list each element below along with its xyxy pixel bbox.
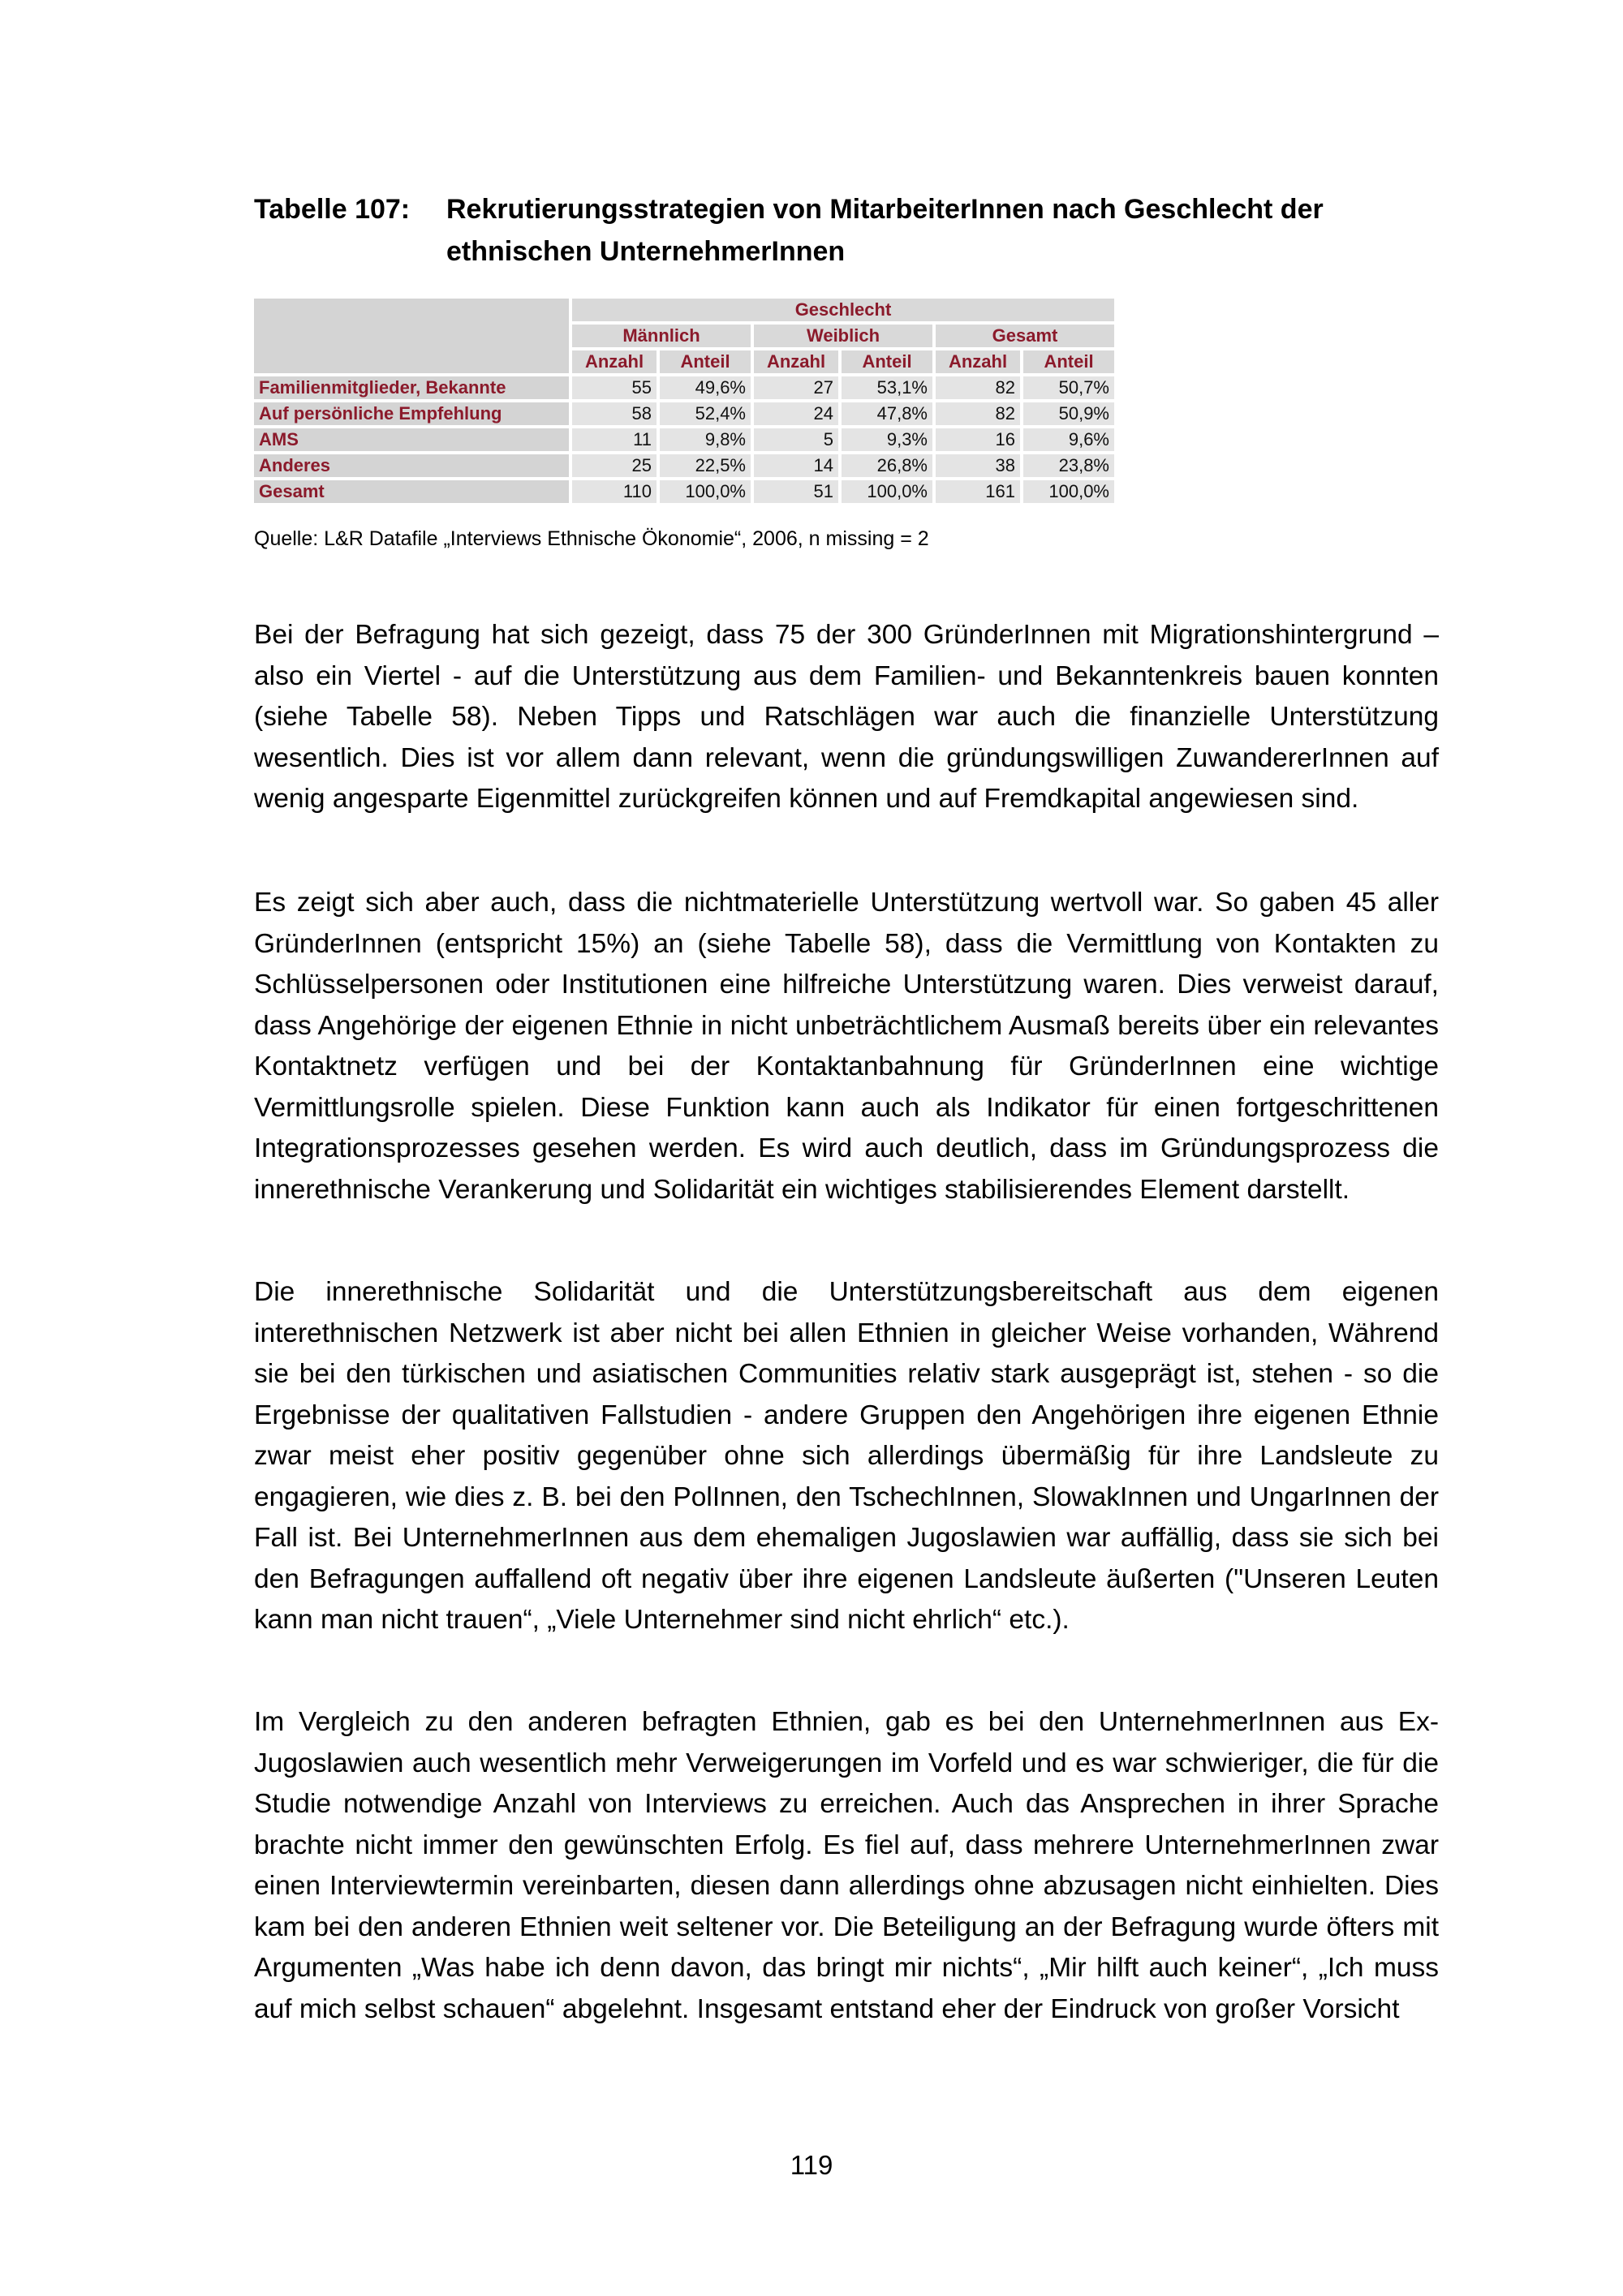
cell-value: 5 bbox=[754, 428, 838, 451]
cell-value: 47,8% bbox=[842, 402, 932, 425]
cell-value: 11 bbox=[572, 428, 657, 451]
cell-value: 82 bbox=[936, 376, 1020, 399]
cell-value: 14 bbox=[754, 454, 838, 477]
cell-value: 9,8% bbox=[660, 428, 751, 451]
cell-value: 25 bbox=[572, 454, 657, 477]
cell-value: 50,9% bbox=[1023, 402, 1114, 425]
body-paragraph: Die innerethnische Solidarität und die Unterstützungsbereitschaft aus dem eigenen interethnischen Netzwerk ist aber nicht bei allen Ethnien in gleicher Weise vorhanden, Während sie bei den türkischen und asiatischen Communities relativ stark ausgeprägt ist, stehen - so die Ergebnisse der qualitativen Fallstudien - andere Gruppen den Angehörigen ihre eigenen Ethnie zwar meist eher positiv gegenüber ohne sich allerdings übermäßig für ihre Landsleute zu engagieren, wie dies z. B. bei den PolInnen, den TschechInnen, SlowakInnen und UngarInnen der Fall ist. Bei UnternehmerInnen aus dem ehemaligen Jugoslawien war auffällig, dass sie sich bei den Befragungen auffallend oft negativ über ihre eigenen Landsleute äußerten ("Unseren Leuten kann man nicht trauen“, „Viele Unternehmer sind nicht ehrlich“ etc.). bbox=[254, 1277, 1439, 1635]
cell-value: 50,7% bbox=[1023, 376, 1114, 399]
cell-value: 100,0% bbox=[1023, 480, 1114, 503]
cell-value: 161 bbox=[936, 480, 1020, 503]
cell-value: 27 bbox=[754, 376, 838, 399]
cell-value: 9,3% bbox=[842, 428, 932, 451]
row-label: Anderes bbox=[254, 454, 569, 477]
row-label: Auf persönliche Empfehlung bbox=[254, 402, 569, 425]
column-header-gesamt: Gesamt bbox=[936, 325, 1114, 347]
column-header-maennlich: Männlich bbox=[572, 325, 751, 347]
row-label: Familienmitglieder, Bekannte bbox=[254, 376, 569, 399]
column-header-anzahl: Anzahl bbox=[754, 350, 838, 373]
table-caption bbox=[254, 188, 1439, 273]
column-header-anzahl: Anzahl bbox=[572, 350, 657, 373]
cell-value: 16 bbox=[936, 428, 1020, 451]
cell-value: 55 bbox=[572, 376, 657, 399]
cell-value: 82 bbox=[936, 402, 1020, 425]
cell-value: 53,1% bbox=[842, 376, 932, 399]
cell-value: 24 bbox=[754, 402, 838, 425]
table-row-total bbox=[254, 480, 1114, 503]
column-header-anteil: Anteil bbox=[660, 350, 751, 373]
cell-value: 23,8% bbox=[1023, 454, 1114, 477]
column-group-header: Geschlecht bbox=[572, 299, 1114, 321]
data-table bbox=[251, 295, 1117, 506]
cell-value: 58 bbox=[572, 402, 657, 425]
column-header-anteil: Anteil bbox=[1023, 350, 1114, 373]
cell-value: 26,8% bbox=[842, 454, 932, 477]
body-paragraph: Bei der Befragung hat sich gezeigt, dass 75 der 300 GründerInnen mit Migrationshintergrund – also ein Viertel - auf die Unterstützung aus dem Familien- und Bekanntenkreis bauen konnten (siehe Tabelle 58). Neben Tipps und Ratschlägen war auch die finanzielle Unterstützung wesentlich. Dies ist vor allem dann relevant, wenn die gründungswilligen ZuwandererInnen auf wenig angesparte Eigenmittel zurückgreifen können und auf Fremdkapital angewiesen sind. bbox=[254, 620, 1439, 814]
cell-value: 38 bbox=[936, 454, 1020, 477]
row-label: Gesamt bbox=[254, 480, 569, 503]
column-header-weiblich: Weiblich bbox=[754, 325, 932, 347]
cell-value: 100,0% bbox=[842, 480, 932, 503]
table-row bbox=[254, 428, 1114, 451]
cell-value: 9,6% bbox=[1023, 428, 1114, 451]
body-paragraph: Im Vergleich zu den anderen befragten Ethnien, gab es bei den UnternehmerInnen aus Ex-Jugoslawien auch wesentlich mehr Verweigerungen im Vorfeld und es war schwieriger, die für die Studie notwendige Anzahl von Interviews zu erreichen. Auch das Ansprechen in ihrer Sprache brachte nicht immer den gewünschten Erfolg. Es fiel auf, dass mehrere UnternehmerInnen zwar einen Interviewtermin vereinbarten, diesen dann allerdings ohne abzusagen nicht einhielten. Dies kam bei den anderen Ethnien weit seltener vor. Die Beteiligung an der Befragung wurde öfters mit Argumenten „Was habe ich denn davon, das bringt mir nichts“, „Mir hilft auch keiner“, „Ich muss auf mich selbst schauen“ abgelehnt. Insgesamt entstand eher der Eindruck von großer Vorsicht bbox=[254, 1707, 1439, 2024]
cell-value: 51 bbox=[754, 480, 838, 503]
cell-value: 100,0% bbox=[660, 480, 751, 503]
table-row bbox=[254, 376, 1114, 399]
cell-value: 52,4% bbox=[660, 402, 751, 425]
page-number: 119 bbox=[790, 2150, 833, 2180]
table-row bbox=[254, 402, 1114, 425]
body-paragraph: Es zeigt sich aber auch, dass die nichtmaterielle Unterstützung wertvoll war. So gaben 45 aller GründerInnen (entspricht 15%) an (siehe Tabelle 58), dass die Vermittlung von Kontakten zu Schlüsselpersonen oder Institutionen eine hilfreiche Unterstützung waren. Dies verweist darauf, dass Angehörige der eigenen Ethnie in nicht unbeträchtlichem Ausmaß bereits über ein relevantes Kontaktnetz verfügen und bei der Kontaktanbahnung für GründerInnen eine wichtige Vermittlungsrolle spielen. Diese Funktion kann auch als Indikator für einen fortgeschrittenen Integrationsprozesses gesehen werden. Es wird auch deutlich, dass im Gründungsprozess die innerethnische Verankerung und Solidarität ein wichtiges stabilisierendes Element darstellt. bbox=[254, 888, 1439, 1205]
column-header-anteil: Anteil bbox=[842, 350, 932, 373]
table-caption-text: Rekrutierungsstrategien von MitarbeiterInnen nach Geschlecht der ethnischen UnternehmerInnen bbox=[446, 194, 1324, 267]
column-header-anzahl: Anzahl bbox=[936, 350, 1020, 373]
table-caption-label: Tabelle 107: bbox=[254, 194, 411, 225]
table-row bbox=[254, 454, 1114, 477]
cell-value: 110 bbox=[572, 480, 657, 503]
table-source-note: Quelle: L&R Datafile „Interviews Ethnische Ökonomie“, 2006, n missing = 2 bbox=[254, 527, 929, 550]
cell-value: 49,6% bbox=[660, 376, 751, 399]
row-label: AMS bbox=[254, 428, 569, 451]
table-stub-header bbox=[254, 299, 569, 373]
table-header-row-group bbox=[254, 299, 1114, 321]
cell-value: 22,5% bbox=[660, 454, 751, 477]
